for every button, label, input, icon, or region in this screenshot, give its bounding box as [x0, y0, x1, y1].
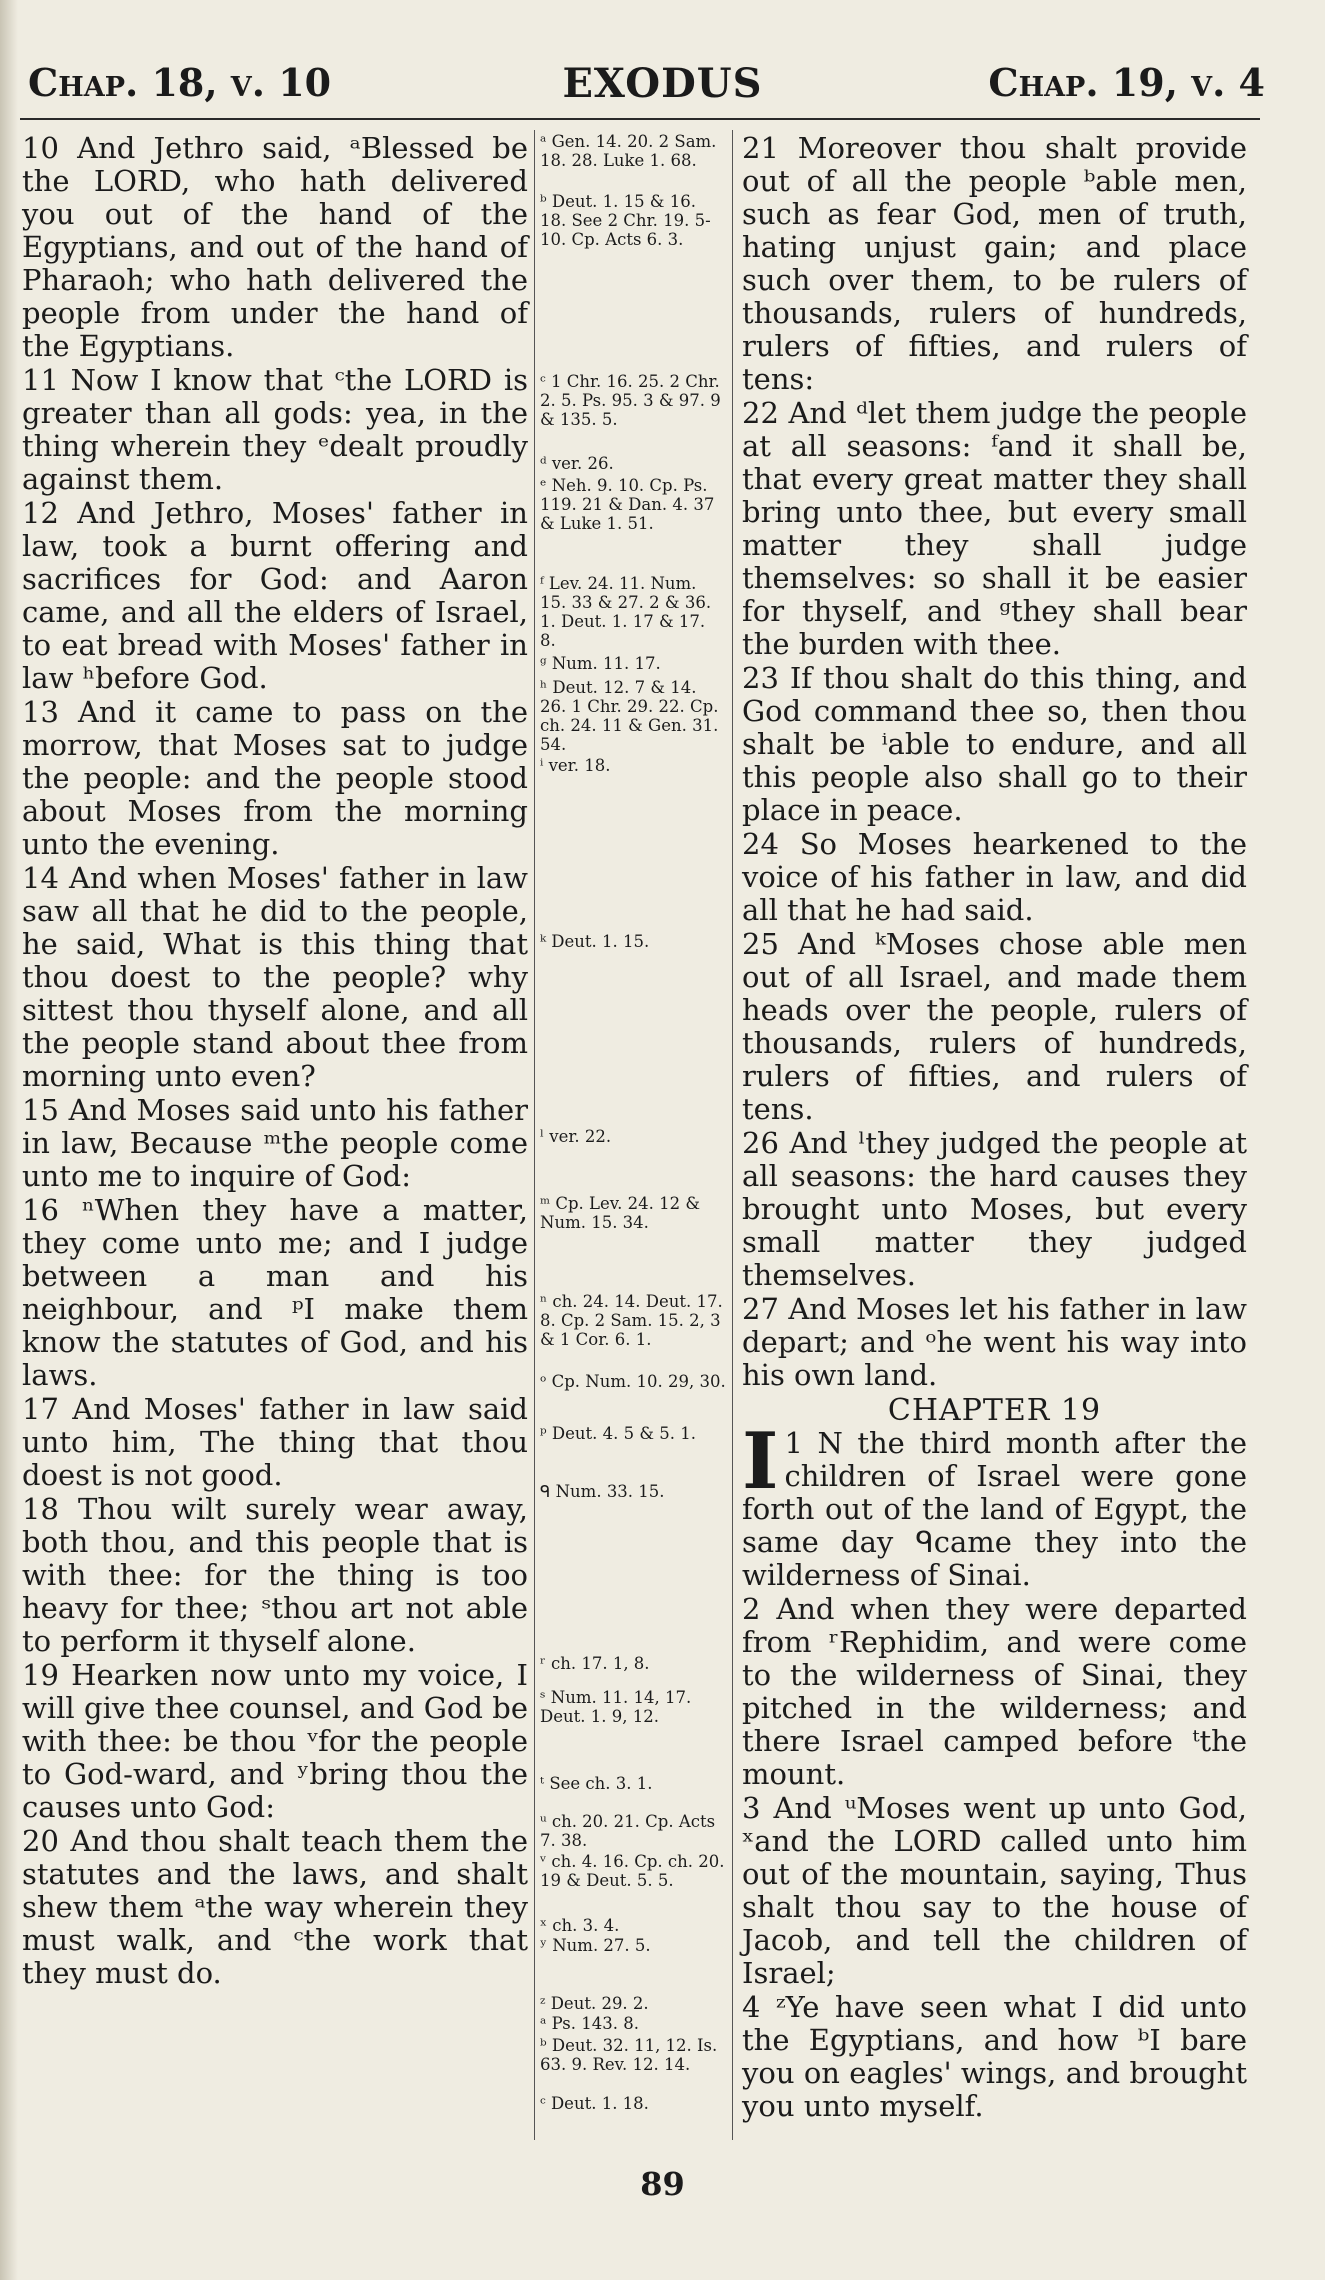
header-right-reference: Chap. 19, v. 4	[988, 60, 1265, 105]
verse-18-20: 20 And thou shalt teach them the statutes and the laws, and shalt shew them ᵃthe way wherein they must walk, and ᶜthe work that they must do.	[22, 1824, 528, 1990]
cross-reference: ᵇ Deut. 32. 11, 12. Is. 63. 9. Rev. 12. 14.	[540, 2036, 718, 2074]
cross-reference: ᵉ Neh. 9. 10. Cp. Ps. 119. 21 & Dan. 4. 37 & Luke 1. 51.	[540, 476, 715, 533]
page-gutter-shadow	[0, 0, 18, 2280]
column-divider-left	[534, 130, 535, 2140]
verse-18-18: 18 Thou wilt surely wear away, both thou, and this people that is with thee: for the thing is too heavy for thee; ˢthou art not able to perform it thyself alone.	[22, 1492, 528, 1658]
verse-18-16: 16 ⁿWhen they have a matter, they come unto me; and I judge between a man and his neighbour, and ᵖI make them know the statutes of God, and his laws.	[22, 1193, 528, 1392]
verse-19-4: 4 ᶻYe have seen what I did unto the Egyptians, and how ᵇI bare you on eagles' wings, and brought you unto myself.	[742, 1990, 1247, 2123]
cross-reference: ⁿ ch. 24. 14. Deut. 17. 8. Cp. 2 Sam. 15. 2, 3 & 1 Cor. 6. 1.	[540, 1292, 723, 1349]
verse-18-17: 17 And Moses' father in law said unto him, The thing that thou doest is not good.	[22, 1392, 528, 1492]
cross-reference: ᵒ Cp. Num. 10. 29, 30.	[540, 1372, 726, 1391]
cross-reference: ᵐ Cp. Lev. 24. 12 & Num. 15. 34.	[540, 1194, 701, 1232]
cross-reference: ᵃ Ps. 143. 8.	[540, 2014, 639, 2033]
verse-18-14: 14 And when Moses' father in law saw all that he did to the people, he said, What is this thing that thou doest to the people? why sittest thou thyself alone, and all the people stand about thee from morning unto even?	[22, 861, 528, 1093]
page-number: 89	[640, 2165, 685, 2203]
verse-19-1	[742, 1416, 1248, 1592]
cross-reference: ᵃ Gen. 14. 20. 2 Sam. 18. 28. Luke 1. 68.	[540, 132, 717, 170]
cross-reference: ˣ ch. 3. 4.	[540, 1916, 620, 1935]
cross-reference: ʳ ch. 17. 1, 8.	[540, 1654, 650, 1673]
verse-text: N the third month after the children of Israel were gone forth out of the land of Egypt, the same day ᑫcame they into the wilderness of Sinai.	[742, 1426, 1248, 1592]
chapter-heading: CHAPTER 19	[887, 1393, 1102, 1428]
verse-19-3: 3 And ᵘMoses went up unto God, ˣand the LORD called unto him out of the mountain, saying, Thus shalt thou say to the house of Jacob, and tell the children of Israel;	[742, 1791, 1247, 1990]
cross-reference: ᵍ Num. 11. 17.	[540, 654, 661, 673]
header-rule	[20, 118, 1260, 120]
verse-18-15: 15 And Moses said unto his father in law, Because ᵐthe people come unto me to inquire of God:	[22, 1093, 528, 1193]
verse-18-10: 10 And Jethro said, ᵃBlessed be the LORD, who hath delivered you out of the hand of the Egyptians, and out of the hand of Pharaoh; who hath delivered the people from under the hand of the Egyptians.	[22, 131, 528, 363]
verse-18-13: 13 And it came to pass on the morrow, that Moses sat to judge the people: and the people stood about Moses from the morning unto the evening.	[22, 695, 528, 861]
left-text-column	[22, 132, 528, 1991]
verse-18-23: 23 If thou shalt do this thing, and God command thee so, then thou shalt be ⁱable to endure, and all this people also shall go to their place in peace.	[742, 661, 1247, 827]
book-title: EXODUS	[562, 60, 763, 107]
verse-18-21: 21 Moreover thou shalt provide out of all the people ᵇable men, such as fear God, men of truth, hating unjust gain; and place such over them, to be rulers of thousands, rulers of hundreds, rulers of fifties, and rulers of tens:	[742, 131, 1247, 396]
verse-18-19: 19 Hearken now unto my voice, I will give thee counsel, and God be with thee: be thou ᵛfor the people to God-ward, and ʸbring thou the causes unto God:	[22, 1658, 528, 1824]
verse-18-27: 27 And Moses let his father in law depart; and ᵒhe went his way into his own land.	[742, 1292, 1247, 1392]
cross-reference: ᶠ Lev. 24. 11. Num. 15. 33 & 27. 2 & 36. 1. Deut. 1. 17 & 17. 8.	[540, 574, 712, 650]
cross-reference: ʰ Deut. 12. 7 & 14. 26. 1 Chr. 29. 22. Cp. ch. 24. 11 & Gen. 31. 54.	[540, 678, 719, 754]
header-left-reference: Chap. 18, v. 10	[28, 60, 332, 105]
cross-reference: ᵗ See ch. 3. 1.	[540, 1774, 653, 1793]
column-divider-right	[732, 130, 733, 2140]
verse-18-26: 26 And ˡthey judged the people at all seasons: the hard causes they brought unto Moses, but every small matter they judged themselves.	[742, 1126, 1247, 1292]
right-text-column	[742, 132, 1247, 2124]
cross-reference: ᵛ ch. 4. 16. Cp. ch. 20. 19 & Deut. 5. 5.	[540, 1852, 725, 1890]
cross-reference: ᶜ 1 Chr. 16. 25. 2 Chr. 2. 5. Ps. 95. 3 & 97. 9 & 135. 5.	[540, 372, 721, 429]
verse-18-24: 24 So Moses hearkened to the voice of his father in law, and did all that he had said.	[742, 827, 1247, 927]
cross-reference: ᶻ Deut. 29. 2.	[540, 1994, 649, 2013]
drop-cap: I	[742, 1416, 779, 1507]
cross-reference: ˢ Num. 11. 14, 17. Deut. 1. 9, 12.	[540, 1688, 692, 1726]
verse-19-2: 2 And when they were departed from ʳRephidim, and were come to the wilderness of Sinai, they pitched in the wilderness; and there Israel camped before ᵗthe mount.	[742, 1592, 1247, 1791]
cross-reference: ˡ ver. 22.	[540, 1127, 612, 1146]
cross-reference: ᑫ Num. 33. 15.	[540, 1482, 665, 1501]
cross-reference: ᵏ Deut. 1. 15.	[540, 932, 650, 951]
cross-reference: ʸ Num. 27. 5.	[540, 1936, 651, 1955]
cross-reference: ᵘ ch. 20. 21. Cp. Acts 7. 38.	[540, 1812, 716, 1850]
cross-reference: ᵇ Deut. 1. 15 & 16. 18. See 2 Chr. 19. 5-10. Cp. Acts 6. 3.	[540, 192, 711, 249]
verse-18-12: 12 And Jethro, Moses' father in law, took a burnt offering and sacrifices for God: and Aaron came, and all the elders of Israel, to eat bread with Moses' father in law ʰbefore God.	[22, 496, 528, 695]
cross-reference: ᵈ ver. 26.	[540, 454, 614, 473]
cross-reference: ᶜ Deut. 1. 18.	[540, 2094, 649, 2113]
verse-number: 1	[784, 1426, 803, 1460]
cross-reference: ᵖ Deut. 4. 5 & 5. 1.	[540, 1424, 696, 1443]
verse-18-22: 22 And ᵈlet them judge the people at all seasons: ᶠand it shall be, that every great matter they shall bring unto thee, but every small matter they shall judge themselves: so shall it be easier for thyself, and ᵍthey shall bear the burden with thee.	[742, 396, 1247, 661]
verse-18-25: 25 And ᵏMoses chose able men out of all Israel, and made them heads over the people, rulers of thousands, rulers of hundreds, rulers of fifties, and rulers of tens.	[742, 927, 1247, 1126]
cross-reference: ⁱ ver. 18.	[540, 756, 611, 775]
verse-18-11: 11 Now I know that ᶜthe LORD is greater than all gods: yea, in the thing wherein they ᵉdealt proudly against them.	[22, 363, 528, 496]
